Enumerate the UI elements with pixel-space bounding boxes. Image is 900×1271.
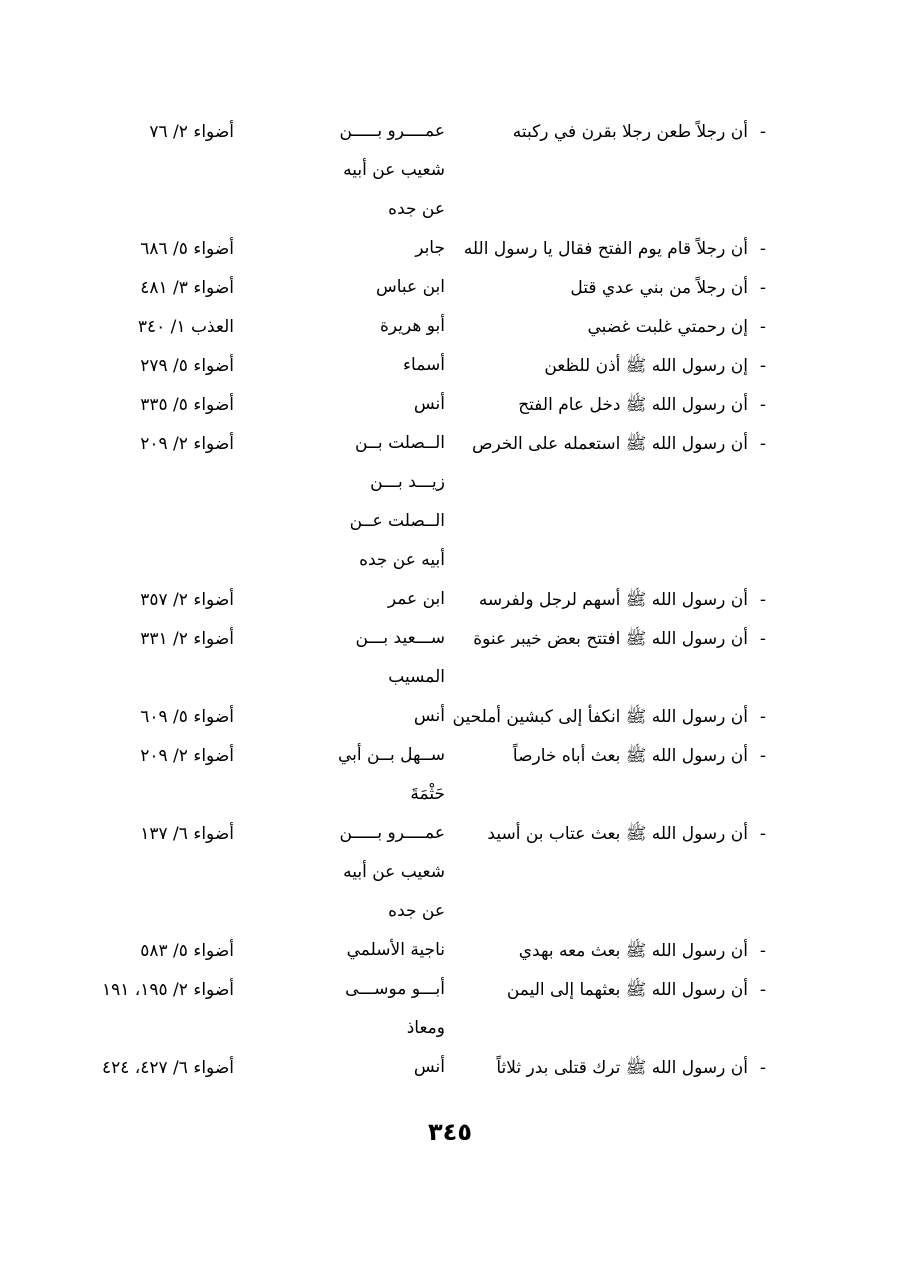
hadith-text: أن رسول الله ﷺ بعثهما إلى اليمن bbox=[506, 980, 748, 1000]
hadith-text: أن رسول الله ﷺ انكفأ إلى كبشين أملحين bbox=[452, 707, 748, 727]
source-reference: أضواء ٢/ ٧٦ bbox=[149, 122, 234, 142]
source-reference: أضواء ٥/ ٥٨٣ bbox=[140, 941, 234, 961]
hadith-text: أن رجلاً طعن رجلا بقرن في ركبته bbox=[512, 122, 748, 142]
source-reference: أضواء ٦/ ٤٢٧، ٤٢٤ bbox=[101, 1058, 234, 1078]
narrator-line: عمــــرو بـــــن bbox=[339, 823, 445, 843]
narrator-line: زيـــد بـــن bbox=[370, 472, 445, 492]
narrator-line: أنس bbox=[413, 394, 445, 414]
index-entry bbox=[0, 736, 900, 804]
narrator-line: شعيب عن أبيه bbox=[343, 862, 445, 882]
narrator-line: ســهل بــن أبي bbox=[338, 745, 445, 765]
narrator-line: جابر bbox=[415, 238, 445, 258]
narrator-line: عن جده bbox=[388, 199, 445, 219]
hadith-text: أن رسول الله ﷺ دخل عام الفتح bbox=[518, 395, 748, 415]
narrator-line: ومعاذ bbox=[406, 1018, 445, 1038]
narrator-line: أسماء bbox=[403, 355, 445, 375]
source-reference: أضواء ٢/ ٢٠٩ bbox=[140, 434, 234, 454]
narrator bbox=[335, 1048, 445, 1087]
hadith-text: أن رسول الله ﷺ بعث أباه خارصاً bbox=[512, 746, 748, 766]
narrator bbox=[335, 385, 445, 424]
entry-dash: - bbox=[759, 239, 767, 259]
entry-dash: - bbox=[759, 278, 767, 298]
entry-dash: - bbox=[759, 590, 767, 610]
narrator bbox=[335, 736, 445, 814]
index-entry bbox=[0, 268, 900, 308]
entry-dash: - bbox=[759, 629, 767, 649]
entry-dash: - bbox=[759, 824, 767, 844]
source-reference: أضواء ٢/ ٣٥٧ bbox=[140, 590, 234, 610]
narrator-line: أبـــو موســـى bbox=[345, 979, 445, 999]
narrator bbox=[335, 619, 445, 697]
narrator-line: ناجية الأسلمي bbox=[346, 940, 445, 960]
narrator-line: حَثْمَةَ bbox=[410, 784, 445, 804]
source-reference: أضواء ٥/ ٦٠٩ bbox=[140, 707, 234, 727]
narrator-line: الــصلت عــن bbox=[349, 511, 445, 531]
index-entry bbox=[0, 424, 900, 570]
index-entry bbox=[0, 697, 900, 737]
entry-dash: - bbox=[759, 395, 767, 415]
source-reference: أضواء ٦/ ١٣٧ bbox=[140, 824, 234, 844]
entry-dash: - bbox=[759, 434, 767, 454]
hadith-text: أن رسول الله ﷺ بعث معه بهدي bbox=[518, 941, 748, 961]
source-reference: أضواء ٥/ ٣٣٥ bbox=[140, 395, 234, 415]
index-entry bbox=[0, 619, 900, 687]
narrator bbox=[335, 580, 445, 619]
narrator bbox=[335, 697, 445, 736]
index-entry bbox=[0, 1048, 900, 1088]
index-entry bbox=[0, 385, 900, 425]
index-entry bbox=[0, 814, 900, 921]
hadith-text: أن رجلاً قام يوم الفتح فقال يا رسول الله bbox=[463, 239, 748, 259]
narrator-line: ســـعيد بـــن bbox=[355, 628, 445, 648]
index-entry bbox=[0, 580, 900, 620]
narrator-line: الــصلت بــن bbox=[355, 433, 445, 453]
source-reference: أضواء ٣/ ٤٨١ bbox=[140, 278, 234, 298]
narrator-line: ابن عباس bbox=[375, 277, 445, 297]
narrator-line: أنس bbox=[413, 706, 445, 726]
narrator-line: ابن عمر bbox=[387, 589, 445, 609]
narrator bbox=[335, 346, 445, 385]
hadith-text: أن رسول الله ﷺ بعث عتاب بن أسيد bbox=[487, 824, 748, 844]
hadith-text: أن رجلاً من بني عدي قتل bbox=[570, 278, 748, 298]
source-reference: أضواء ٢/ ٣٣١ bbox=[140, 629, 234, 649]
source-reference: أضواء ٥/ ٢٧٩ bbox=[140, 356, 234, 376]
source-reference: أضواء ٢/ ٢٠٩ bbox=[140, 746, 234, 766]
narrator-line: المسيب bbox=[388, 667, 445, 687]
entry-dash: - bbox=[759, 941, 767, 961]
narrator-line: أبيه عن جده bbox=[359, 550, 445, 570]
index-entry bbox=[0, 307, 900, 347]
narrator-line: شعيب عن أبيه bbox=[343, 160, 445, 180]
hadith-text: إن رحمتي غلبت غضبي bbox=[587, 317, 748, 337]
narrator-line: أنس bbox=[413, 1057, 445, 1077]
hadith-text: إن رسول الله ﷺ أذن للظعن bbox=[544, 356, 748, 376]
narrator-line: عمــــرو بـــــن bbox=[339, 121, 445, 141]
narrator bbox=[335, 268, 445, 307]
hadith-text: أن رسول الله ﷺ استعمله على الخرص bbox=[471, 434, 748, 454]
entry-dash: - bbox=[759, 122, 767, 142]
narrator bbox=[335, 931, 445, 970]
entry-dash: - bbox=[759, 356, 767, 376]
narrator-line: أبو هريرة bbox=[379, 316, 445, 336]
narrator bbox=[335, 307, 445, 346]
entry-dash: - bbox=[759, 1058, 767, 1078]
narrator-line: عن جده bbox=[388, 901, 445, 921]
entry-dash: - bbox=[759, 746, 767, 766]
entry-dash: - bbox=[759, 980, 767, 1000]
hadith-text: أن رسول الله ﷺ أسهم لرجل ولفرسه bbox=[478, 590, 748, 610]
hadith-text: أن رسول الله ﷺ ترك قتلى بدر ثلاثاً bbox=[496, 1058, 748, 1078]
entry-dash: - bbox=[759, 707, 767, 727]
source-reference: أضواء ٢/ ١٩٥، ١٩١ bbox=[101, 980, 234, 1000]
narrator bbox=[335, 112, 445, 229]
source-reference: أضواء ٥/ ٦٨٦ bbox=[140, 239, 234, 259]
index-entry bbox=[0, 970, 900, 1038]
narrator bbox=[335, 229, 445, 268]
index-entry bbox=[0, 346, 900, 386]
narrator bbox=[335, 424, 445, 580]
page-number: ٣٤٥ bbox=[428, 1118, 472, 1146]
index-entry bbox=[0, 229, 900, 269]
narrator bbox=[335, 814, 445, 931]
entry-dash: - bbox=[759, 317, 767, 337]
hadith-text: أن رسول الله ﷺ افتتح بعض خيبر عنوة bbox=[473, 629, 748, 649]
source-reference: العذب ١/ ٣٤٠ bbox=[137, 317, 234, 337]
index-entry bbox=[0, 112, 900, 219]
narrator bbox=[335, 970, 445, 1048]
index-entry bbox=[0, 931, 900, 971]
